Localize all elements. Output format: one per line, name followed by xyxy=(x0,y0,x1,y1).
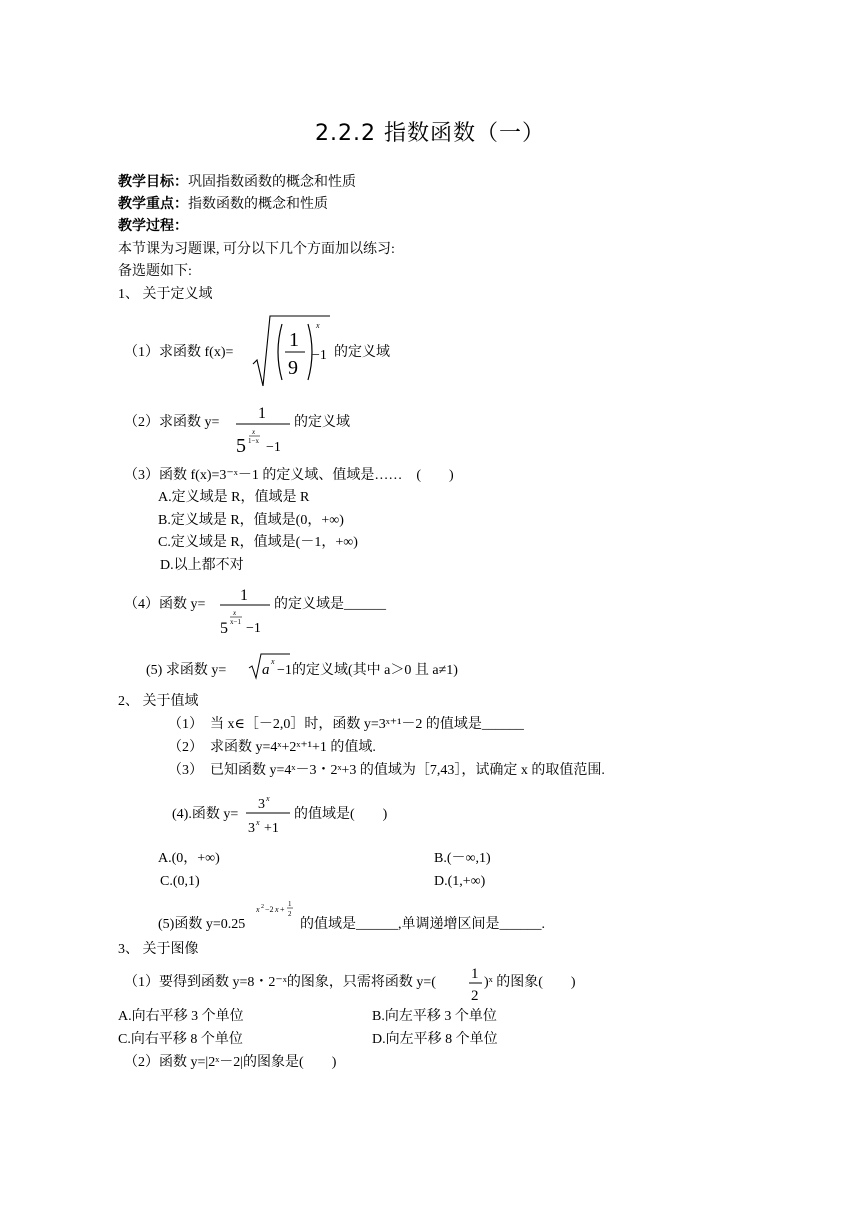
svg-text:2: 2 xyxy=(471,988,479,1004)
focus-label: 教学重点： xyxy=(118,197,188,212)
svg-text:x: x xyxy=(266,794,270,803)
focus-line xyxy=(118,196,328,214)
option-3-1-a: A.向右平移 3 个单位 xyxy=(118,1009,244,1024)
section-heading-range: 2、 关于值域 xyxy=(118,694,199,709)
question-1-1-prefix: （1）求函数 f(x)= xyxy=(124,345,234,360)
svg-text:3: 3 xyxy=(248,821,255,836)
fraction-formula-4 xyxy=(218,584,274,638)
svg-text:x: x xyxy=(233,609,237,617)
question-2-1: （1） 当 x∈［－2,0］时，函数 y=3ˣ⁺¹－2 的值域是______ xyxy=(168,717,524,732)
focus-text: 指数函数的概念和性质 xyxy=(188,197,328,212)
option-1-3-d: D.以上都不对 xyxy=(160,558,244,573)
svg-text:3: 3 xyxy=(258,797,265,812)
fraction-formula-2-4 xyxy=(244,792,294,838)
svg-text:1: 1 xyxy=(289,329,299,351)
svg-text:−1: −1 xyxy=(277,663,292,678)
option-3-1-d: D.向左平移 8 个单位 xyxy=(372,1032,498,1047)
option-3-1-c: C.向右平移 8 个单位 xyxy=(118,1032,243,1047)
svg-text:9: 9 xyxy=(288,357,298,379)
question-2-5-suffix: 的值域是______,单调递增区间是______. xyxy=(300,917,545,932)
goal-label: 教学目标： xyxy=(118,175,188,190)
svg-text:x: x xyxy=(256,818,260,827)
process-label: 教学过程： xyxy=(118,219,188,234)
svg-text:−1: −1 xyxy=(312,348,327,363)
svg-text:x: x xyxy=(256,905,260,914)
question-3-1-prefix: （1）要得到函数 y=8・2⁻ˣ的图象，只需将函数 y=( xyxy=(124,975,436,990)
svg-text:+1: +1 xyxy=(264,821,279,836)
svg-text:1: 1 xyxy=(471,966,479,982)
section-heading-domain: 1、 关于定义域 xyxy=(118,287,213,302)
goal-text: 巩固指数函数的概念和性质 xyxy=(188,175,356,190)
goal-line xyxy=(118,174,356,192)
svg-text:a: a xyxy=(262,662,270,678)
sqrt-formula-1 xyxy=(252,312,334,392)
svg-text:2: 2 xyxy=(261,904,264,910)
svg-text:2: 2 xyxy=(288,910,292,918)
option-2-4-c: C.(0,1) xyxy=(160,874,200,889)
question-3-1-suffix: )ˣ 的图象( ) xyxy=(484,975,576,990)
svg-text:1−x: 1−x xyxy=(248,437,259,445)
intro-line-1: 本节课为习题课, 可分以下几个方面加以练习: xyxy=(118,242,395,257)
svg-text:1: 1 xyxy=(258,405,266,422)
exponent-formula-2-5 xyxy=(256,898,300,926)
svg-text:5: 5 xyxy=(236,435,246,456)
intro-line-2: 备选题如下: xyxy=(118,264,192,279)
option-2-4-d: D.(1,+∞) xyxy=(434,874,486,889)
question-1-5-suffix: 的定义域(其中 a＞0 且 a≠1) xyxy=(292,663,458,678)
option-2-4-b: B.(－∞,1) xyxy=(434,851,491,866)
svg-text:1: 1 xyxy=(288,900,292,908)
svg-text:x: x xyxy=(316,321,320,330)
question-2-3: （3） 已知函数 y=4ˣ－3・2ˣ+3 的值域为［7,43］，试确定 x 的取值范围. xyxy=(168,763,605,778)
svg-text:x: x xyxy=(252,428,256,436)
option-1-3-a: A.定义域是 R，值域是 R xyxy=(158,490,310,505)
question-3-2: （2）函数 y=|2ˣ－2|的图象是( ) xyxy=(124,1055,337,1070)
question-2-4-prefix: (4).函数 y= xyxy=(172,807,239,822)
fraction-formula-2 xyxy=(234,402,294,456)
fraction-one-half xyxy=(468,962,484,1004)
svg-text:−2: −2 xyxy=(265,905,274,914)
svg-text:1: 1 xyxy=(240,587,248,604)
option-1-3-c: C.定义域是 R，值域是(－1，+∞) xyxy=(158,535,358,550)
sqrt-formula-5 xyxy=(248,652,292,682)
question-1-4-prefix: （4）函数 y= xyxy=(124,597,206,612)
question-1-5-prefix: (5) 求函数 y= xyxy=(146,663,227,678)
option-1-3-b: B.定义域是 R，值域是(0，+∞) xyxy=(158,513,344,528)
svg-text:x: x xyxy=(275,905,279,914)
question-1-1-suffix: 的定义域 xyxy=(334,345,390,360)
question-1-2-suffix: 的定义域 xyxy=(294,415,350,430)
svg-text:−1: −1 xyxy=(266,440,281,455)
page-title: 2.2.2 指数函数（一） xyxy=(315,121,545,146)
question-1-2-prefix: （2）求函数 y= xyxy=(124,415,220,430)
svg-text:x−1: x−1 xyxy=(230,618,241,626)
svg-text:5: 5 xyxy=(220,620,228,637)
svg-text:x: x xyxy=(271,657,275,666)
question-2-2: （2） 求函数 y=4ˣ+2ˣ⁺¹+1 的值域. xyxy=(168,740,376,755)
option-2-4-a: A.(0，+∞) xyxy=(158,851,220,866)
question-2-4-suffix: 的值域是( ) xyxy=(294,807,388,822)
section-heading-graph: 3、 关于图像 xyxy=(118,942,199,957)
option-3-1-b: B.向左平移 3 个单位 xyxy=(372,1009,497,1024)
svg-text:+: + xyxy=(280,905,285,914)
question-1-3: （3）函数 f(x)=3⁻ˣ－1 的定义域、值域是…… ( ) xyxy=(124,468,454,483)
question-1-4-suffix: 的定义域是______ xyxy=(274,597,386,612)
svg-text:−1: −1 xyxy=(246,621,261,636)
question-2-5-prefix: (5)函数 y=0.25 xyxy=(158,917,246,932)
